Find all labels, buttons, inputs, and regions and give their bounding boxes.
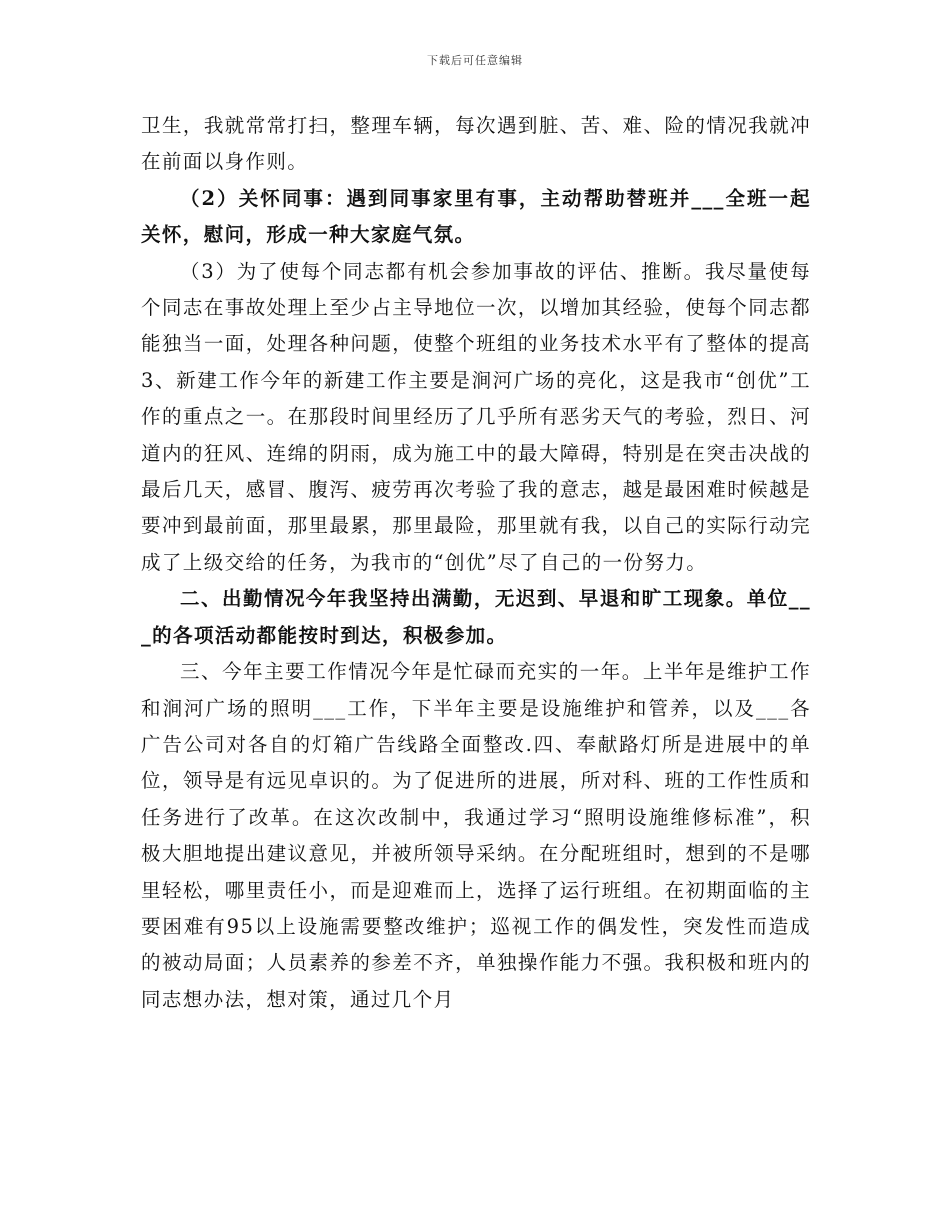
paragraph-caring-colleagues: （2）关怀同事：遇到同事家里有事，主动帮助替班并___全班一起关怀，慰问，形成一种大家庭气氛。 [141,186,811,247]
document-body [141,108,811,1018]
paragraph-accident-assessment: （3）为了使每个同志都有机会参加事故的评估、推断。我尽量使每个同志在事故处理上至少占主导地位一次，以增加其经验，使每个同志都能独当一面，处理各种问题，使整个班组的业务技术水平有了整体的提高3、新建工作今年的新建工作主要是涧河广场的亮化，这是我市“创优”工作的重点之一。在那段时间里经历了几乎所有恶劣天气的考验，烈日、河道内的狂风、连绵的阴雨，成为施工中的最大障碍，特别是在突击决战的最后几天，感冒、腹泻、疲劳再次考验了我的意志，越是最困难时候越是要冲到最前面，那里最累，那里最险，那里就有我，以自己的实际行动完成了上级交给的任务，为我市的“创优”尽了自己的一份努力。 [141,259,811,574]
page-header-note: 下载后可任意编辑 [427,54,523,67]
paragraph-attendance: 二、出勤情况今年我坚持出满勤，无迟到、早退和旷工现象。单位___的各项活动都能按时到达，积极参加。 [141,587,811,647]
paragraph-hygiene: 卫生，我就常常打扫，整理车辆，每次遇到脏、苦、难、险的情况我就冲在前面以身作则。 [141,114,811,174]
paragraph-main-work: 三、今年主要工作情况今年是忙碌而充实的一年。上半年是维护工作和涧河广场的照明___工作，下半年主要是设施维护和管养，以及___各广告公司对各自的灯箱广告线路全面整改.四、奉献路灯所是进展中的单位，领导是有远见卓识的。为了促进所的进展，所对科、班的工作性质和任务进行了改革。在这次改制中，我通过学习“照明设施维修标准”，积极大胆地提出建议意见，并被所领导采纳。在分配班组时，想到的不是哪里轻松，哪里责任小，而是迎难而上，选择了运行班组。在初期面临的主要困难有95以上设施需要整改维护；巡视工作的偶发性，突发性而造成的被动局面；人员素养的参差不齐，单独操作能力不强。我积极和班内的同志想办法，想对策，通过几个月 [141,660,811,1011]
